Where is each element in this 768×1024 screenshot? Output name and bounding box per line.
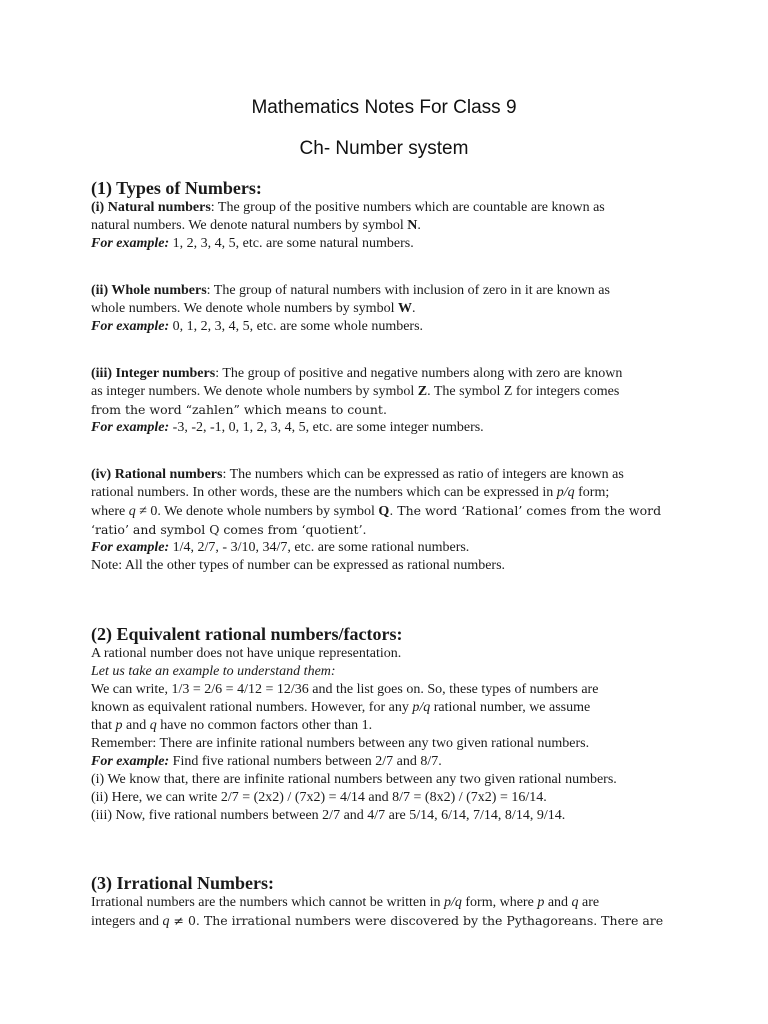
example-text: 1, 2, 3, 4, 5, etc. are some natural numbers. <box>169 236 414 251</box>
example-label: For example: <box>91 420 170 435</box>
text: : The group of positive and negative numbers along with zero are known <box>215 366 623 381</box>
text: as integer numbers. We denote whole numbers by symbol <box>91 384 418 399</box>
text: Remember: There are infinite rational numbers between any two given rational numbers. <box>91 736 590 751</box>
example-text: 0, 1, 2, 3, 4, 5, etc. are some whole numbers. <box>169 319 424 334</box>
text: known as equivalent rational numbers. However, for any <box>91 700 413 715</box>
math-q: q <box>128 504 136 519</box>
term-natural-numbers: (i) Natural numbers <box>91 200 211 215</box>
page-title: Mathematics Notes For Class 9 <box>251 97 517 118</box>
text: A rational number does not have unique representation. <box>91 646 402 661</box>
note-text: Note: All the other types of number can be expressed as rational numbers. <box>91 558 506 573</box>
text: . <box>417 218 421 233</box>
text: rational number, we assume <box>430 700 591 715</box>
text: form, where <box>461 895 538 910</box>
term-whole-numbers: (ii) Whole numbers <box>91 283 207 298</box>
text: : The numbers which can be expressed as ratio of integers are known as <box>222 467 624 482</box>
math-p: p <box>537 895 545 910</box>
math-q: q <box>162 914 170 929</box>
math-pq: p/q <box>444 895 462 910</box>
symbol-n: N <box>407 218 418 233</box>
paragraph-rational-numbers <box>91 466 691 575</box>
paragraph-whole-numbers <box>91 282 691 336</box>
math-pq: p/q <box>556 485 575 500</box>
text: Let us take an example to understand them: <box>91 664 336 679</box>
text: We can write, 1/3 = 2/6 = 4/12 = 12/36 and the list goes on. So, these types of numbers are <box>91 682 599 697</box>
text: where <box>91 504 129 519</box>
text: ‘ratio’ and symbol Q comes from ‘quotient’. <box>91 522 367 537</box>
text: . The word ‘Rational’ comes from the word <box>389 503 662 518</box>
text: whole numbers. We denote whole numbers by symbol <box>91 301 398 316</box>
text: ≠ 0. The irrational numbers were discovered by the Pythagoreans. There are <box>169 913 664 928</box>
section-heading-irrational: (3) Irrational Numbers: <box>91 873 274 893</box>
text: from the word “zahlen” which means to count. <box>91 402 387 417</box>
text: . The symbol Z for integers comes <box>427 384 620 399</box>
paragraph-integer-numbers <box>91 365 691 437</box>
symbol-q: Q <box>378 504 390 519</box>
text: and <box>122 718 150 733</box>
text: ≠ 0. We denote whole numbers by symbol <box>135 504 379 519</box>
math-q: q <box>149 718 157 733</box>
chapter-title: Ch- Number system <box>299 138 469 159</box>
document-body <box>91 177 691 931</box>
paragraph-equivalent <box>91 645 691 825</box>
step-1: (i) We know that, there are infinite rational numbers between any two given rational numbers. <box>91 772 617 787</box>
symbol-z: Z <box>417 384 428 399</box>
paragraph-natural-numbers <box>91 199 691 253</box>
step-2: (ii) Here, we can write 2/7 = (2x2) / (7x2) = 4/14 and 8/7 = (8x2) / (7x2) = 16/14. <box>91 790 547 805</box>
example-text: -3, -2, -1, 0, 1, 2, 3, 4, 5, etc. are some integer numbers. <box>169 420 484 435</box>
text: Irrational numbers are the numbers which cannot be written in <box>91 895 444 910</box>
example-label: For example: <box>91 754 170 769</box>
text: natural numbers. We denote natural numbers by symbol <box>91 218 408 233</box>
text: that <box>91 718 116 733</box>
term-rational-numbers: (iv) Rational numbers <box>91 467 223 482</box>
text: and <box>544 895 572 910</box>
math-pq: p/q <box>412 700 431 715</box>
math-q: q <box>571 895 579 910</box>
text: form; <box>574 485 610 500</box>
section-heading-types: (1) Types of Numbers: <box>91 178 262 198</box>
math-p: p <box>115 718 123 733</box>
example-text: Find five rational numbers between 2/7 and 8/7. <box>169 754 442 769</box>
symbol-w: W <box>397 301 412 316</box>
example-label: For example: <box>91 319 170 334</box>
text: : The group of natural numbers with inclusion of zero in it are known as <box>206 283 610 298</box>
text: : The group of the positive numbers which are countable are known as <box>210 200 605 215</box>
example-text: 1/4, 2/7, - 3/10, 34/7, etc. are some rational numbers. <box>169 540 470 555</box>
example-label: For example: <box>91 236 170 251</box>
text: . <box>411 301 416 316</box>
example-label: For example: <box>91 540 170 555</box>
paragraph-irrational <box>91 894 691 931</box>
text: are <box>578 895 600 910</box>
step-3: (iii) Now, five rational numbers between 2/7 and 4/7 are 5/14, 6/14, 7/14, 8/14, 9/14. <box>91 808 566 823</box>
text: integers and <box>91 914 163 929</box>
text: rational numbers. In other words, these are the numbers which can be expressed in <box>91 485 557 500</box>
text: have no common factors other than 1. <box>156 718 373 733</box>
section-heading-equivalent: (2) Equivalent rational numbers/factors: <box>91 624 403 644</box>
term-integer-numbers: (iii) Integer numbers <box>91 366 216 381</box>
